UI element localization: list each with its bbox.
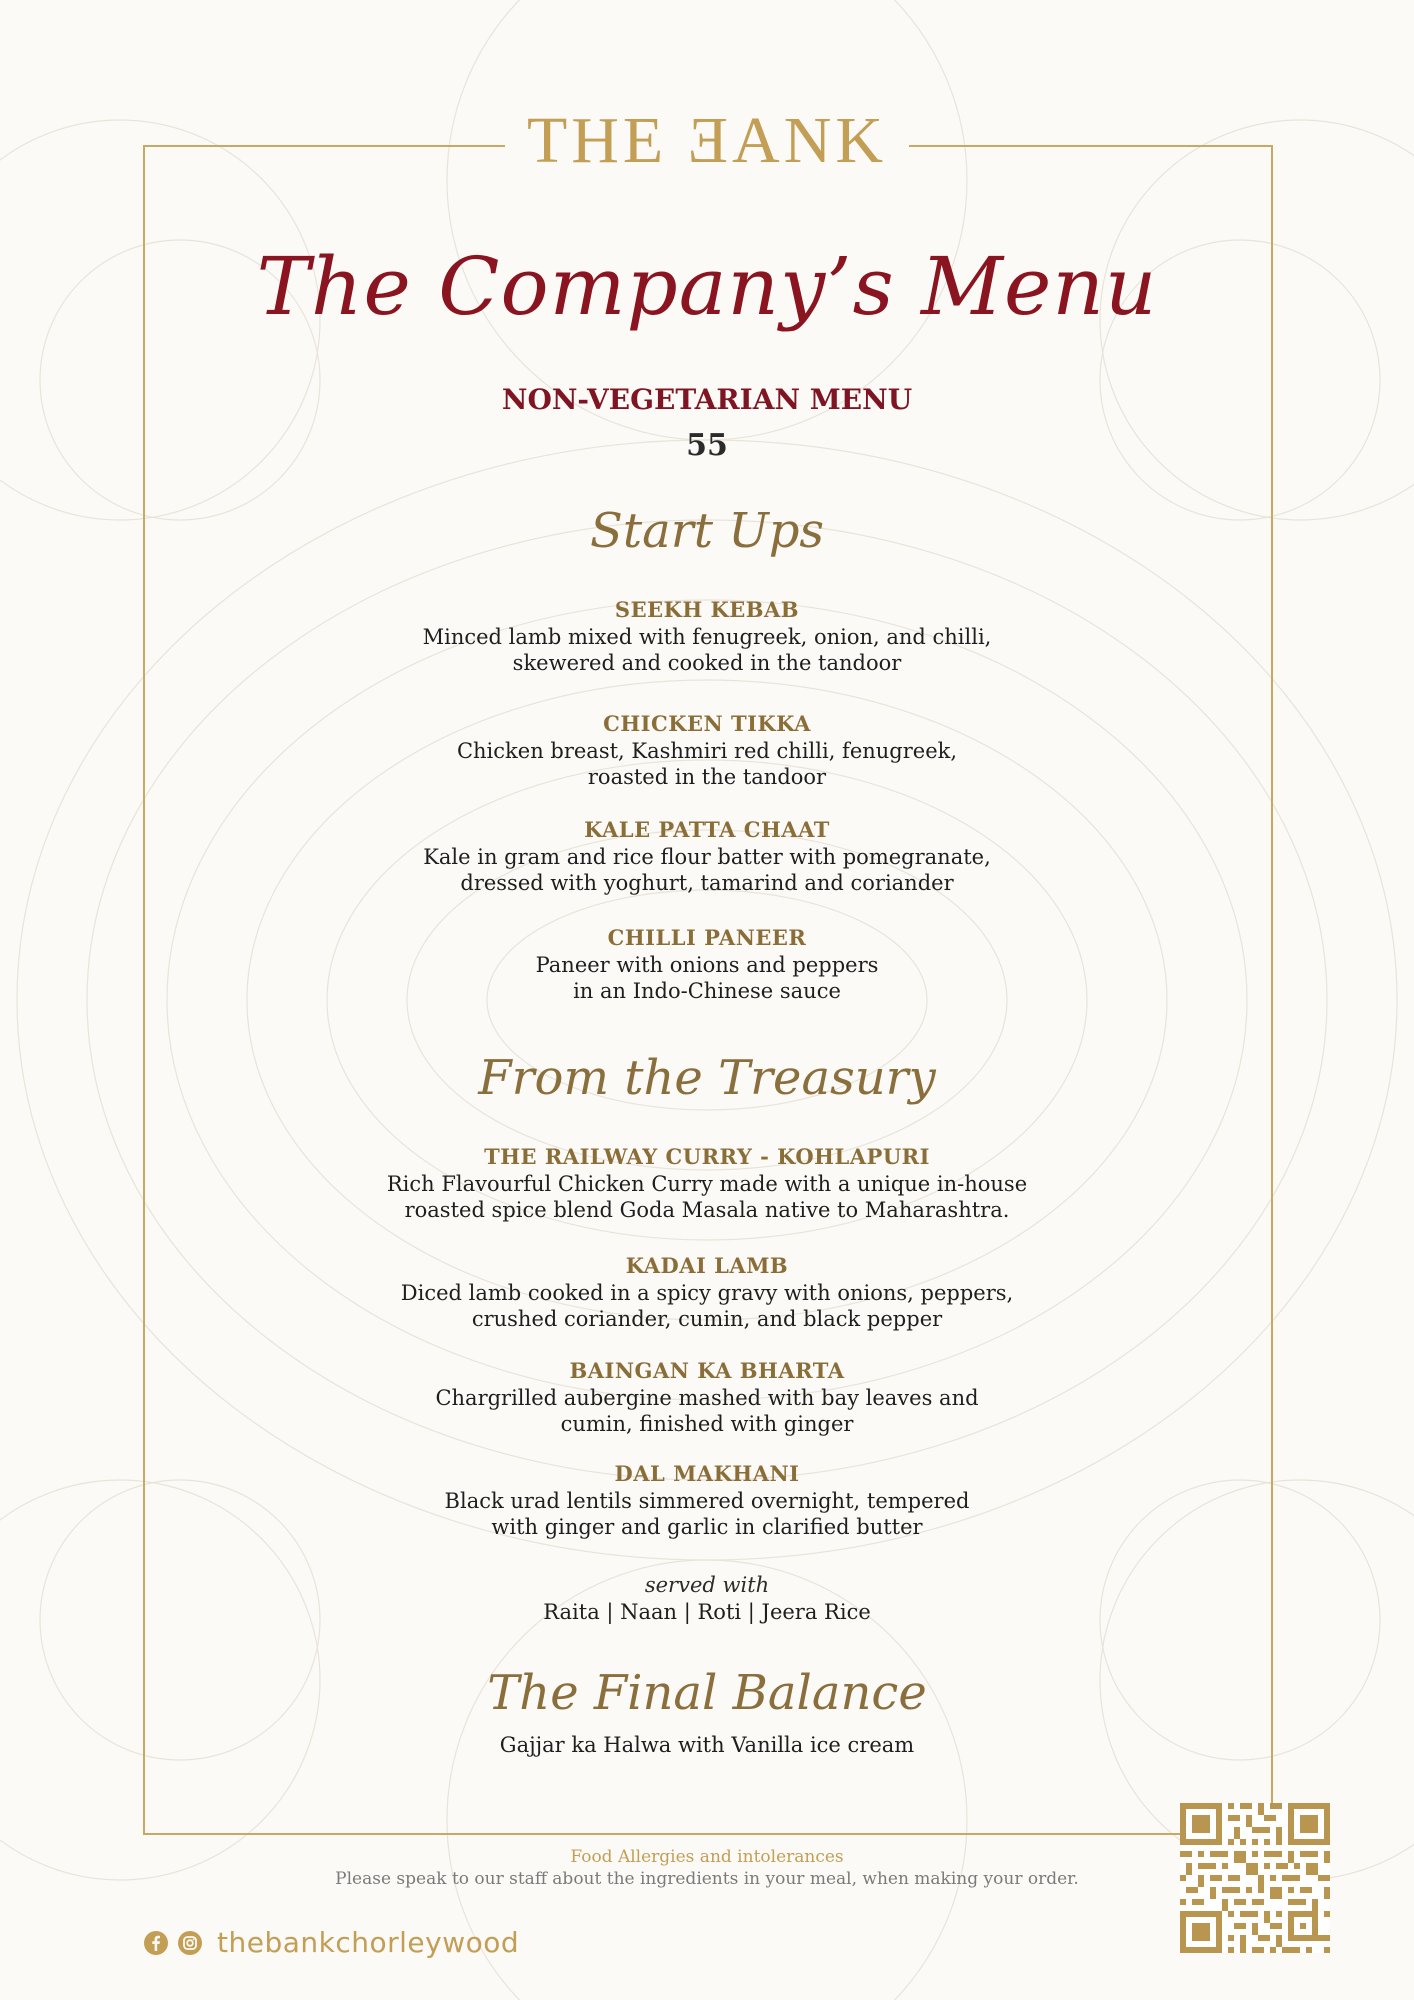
menu-item — [0, 1252, 1414, 1332]
menu-item — [0, 596, 1414, 676]
section-title-from-the-treasury: From the Treasury — [478, 1050, 936, 1106]
item-desc-line: cumin, finished with ginger — [560, 1412, 854, 1436]
item-name: BAINGAN KA BHARTA — [569, 1358, 845, 1383]
menu-price: 55 — [686, 428, 728, 463]
item-desc-line: Chargrilled aubergine mashed with bay leaves and — [435, 1386, 979, 1410]
facebook-icon[interactable] — [143, 1930, 169, 1956]
item-desc-line: Black urad lentils simmered overnight, tempered — [444, 1489, 970, 1513]
item-desc-line: Kale in gram and rice flour batter with pomegranate, — [423, 845, 991, 869]
item-name: SEEKH KEBAB — [614, 597, 800, 622]
allergy-heading: Food Allergies and intolerances — [570, 1847, 844, 1867]
menu-item — [0, 1460, 1414, 1540]
item-desc-line: in an Indo-Chinese sauce — [573, 979, 841, 1003]
item-desc-line: Diced lamb cooked in a spicy gravy with onions, peppers, — [400, 1281, 1014, 1305]
served-with-sides: Raita | Naan | Roti | Jeera Rice — [543, 1600, 871, 1624]
allergy-text: Please speak to our staff about the ingredients in your meal, when making your order. — [335, 1869, 1079, 1889]
qr-code[interactable] — [1180, 1803, 1330, 1953]
item-desc-line: dressed with yoghurt, tamarind and coriander — [460, 871, 954, 895]
item-desc-line: crushed coriander, cumin, and black pepper — [471, 1307, 943, 1331]
dessert-item: Gajjar ka Halwa with Vanilla ice cream — [499, 1733, 915, 1757]
item-name: CHILLI PANEER — [607, 925, 807, 950]
menu-title: The Company’s Menu — [256, 240, 1158, 333]
item-desc-line: Minced lamb mixed with fenugreek, onion, and chilli, — [422, 625, 992, 649]
item-name: DAL MAKHANI — [614, 1461, 800, 1486]
item-desc-line: skewered and cooked in the tandoor — [512, 651, 902, 675]
menu-item — [0, 816, 1414, 896]
item-desc-line: Paneer with onions and peppers — [535, 953, 879, 977]
brand-logo — [0, 105, 1414, 177]
item-name: KADAI LAMB — [625, 1253, 789, 1278]
social-handle[interactable]: thebankchorleywood — [217, 1926, 520, 1959]
section-title-final-balance: The Final Balance — [487, 1665, 927, 1721]
item-desc-line: roasted spice blend Goda Masala native to Maharashtra. — [404, 1198, 1010, 1222]
served-with-label: served with — [644, 1573, 770, 1597]
item-desc-line: Rich Flavourful Chicken Curry made with a unique in-house — [386, 1172, 1028, 1196]
social-links — [143, 1926, 519, 1959]
menu-item — [0, 1357, 1414, 1437]
menu-item — [0, 1143, 1414, 1223]
logo-text: THE ƎANK — [505, 105, 909, 177]
item-desc-line: roasted in the tandoor — [587, 765, 827, 789]
item-name: THE RAILWAY CURRY - KOHLAPURI — [484, 1144, 930, 1169]
section-title-start-ups: Start Ups — [589, 503, 825, 559]
item-desc-line: Chicken breast, Kashmiri red chilli, fenugreek, — [456, 739, 958, 763]
menu-subtitle: NON-VEGETARIAN MENU — [501, 383, 913, 416]
item-name: CHICKEN TIKKA — [603, 711, 811, 736]
menu-item — [0, 924, 1414, 1004]
instagram-icon[interactable] — [177, 1930, 203, 1956]
item-desc-line: with ginger and garlic in clarified butter — [491, 1515, 923, 1539]
item-name: KALE PATTA CHAAT — [584, 817, 830, 842]
menu-item — [0, 710, 1414, 790]
served-with — [0, 1572, 1414, 1626]
